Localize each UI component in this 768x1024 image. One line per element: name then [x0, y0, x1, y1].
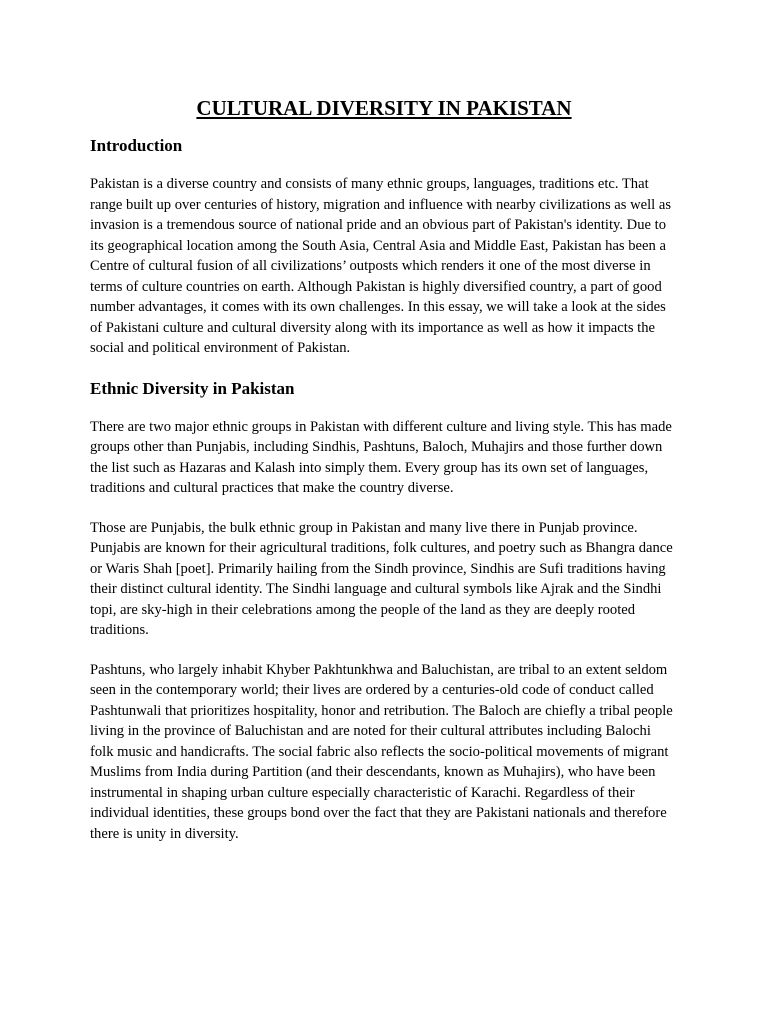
document-page	[90, 94, 678, 844]
ethnic-paragraph-3: Pashtuns, who largely inhabit Khyber Pakhtunkhwa and Baluchistan, are tribal to an extent seldom seen in the contemporary world; their lives are ordered by a centuries-old code of conduct called Pashtunwali that prioritizes hospitality, honor and retribution. The Baloch are chiefly a tribal people living in the province of Baluchistan and are noted for their cultural attributes including Balochi folk music and handicrafts. The social fabric also reflects the socio-political movements of migrant Muslims from India during Partition (and their descendants, known as Muhajirs), who have been instrumental in shaping urban culture especially characteristic of Karachi. Regardless of their individual identities, these groups bond over the fact that they are Pakistani nationals and therefore there is unity in diversity.	[90, 661, 673, 842]
introduction-paragraph: Pakistan is a diverse country and consists of many ethnic groups, languages, traditions etc. That range built up over centuries of history, migration and influence with nearby civilizations as well as invasion is a tremendous source of national pride and an obvious part of Pakistan's identity. Due to its geographical location among the South Asia, Central Asia and Middle East, Pakistan has been a Centre of cultural fusion of all civilizations’ outposts which renders it one of the most diverse in terms of culture countries on earth. Although Pakistan is highly diversified country, a part of good number advantages, it comes with its own challenges. In this essay, we will take a look at the sides of Pakistani culture and cultural diversity along with its importance as well as how it impacts the social and political environment of Pakistan.	[90, 176, 672, 356]
section-heading-introduction: Introduction	[90, 136, 183, 155]
ethnic-paragraph-1: There are two major ethnic groups in Pakistan with different culture and living style. This has made groups other than Punjabis, including Sindhis, Pashtuns, Baloch, Muhajirs and those further down the list such as Hazaras and Kalash into simply them. Every group has its own set of languages, traditions and cultural practices that make the country diverse.	[90, 418, 672, 496]
document-title: CULTURAL DIVERSITY IN PAKISTAN	[196, 96, 572, 120]
ethnic-paragraph-2: Those are Punjabis, the bulk ethnic group in Pakistan and many live there in Punjab province. Punjabis are known for their agricultural traditions, folk cultures, and poetry such as Bhangra dance or Waris Shah [poet]. Primarily hailing from the Sindh province, Sindhis are Sufi traditions having their distinct cultural identity. The Sindhi language and cultural symbols like Ajrak and the Sindhi topi, are sky-high in their celebrations among the people of the land as they are deeply rooted traditions.	[90, 519, 673, 638]
section-heading-ethnic-diversity: Ethnic Diversity in Pakistan	[90, 378, 295, 398]
